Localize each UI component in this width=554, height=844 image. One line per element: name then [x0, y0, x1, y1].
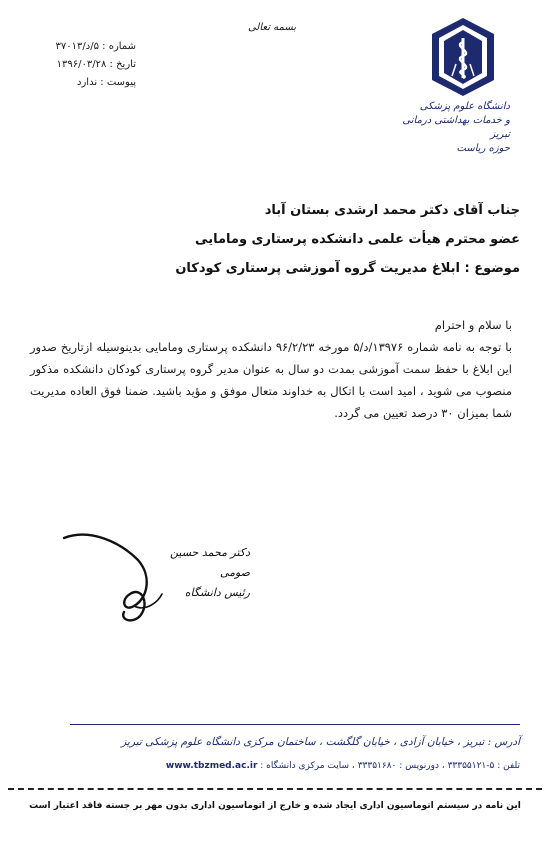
recipient-line: جناب آقای دکتر محمد ارشدی بستان آباد — [264, 203, 520, 218]
dashed-divider — [8, 788, 542, 790]
letter-attachment: پیوست : ندارد — [77, 77, 136, 88]
logo-line: و خدمات بهداشتی درمانی تبریز — [402, 115, 510, 140]
letter-body — [30, 314, 512, 424]
logo-caption — [400, 100, 510, 156]
subject-line: موضوع : ابلاغ مدیریت گروه آموزشی پرستاری کودکان — [175, 261, 520, 276]
automation-notice: این نامه در سیستم اتوماسیون اداری ایجاد شده و خارج از اتوماسیون اداری بدون مهر بر جسته فاقد اعتبار است — [29, 801, 521, 811]
logo-line: حوزه ریاست — [456, 143, 510, 154]
footer-address: آدرس : تبریز ، خیابان آزادی ، خیابان گلگشت ، ساختمان مرکزی دانشگاه علوم پزشکی تبریز — [121, 736, 520, 748]
letter-date: تاریخ : ۱۳۹۶/۰۳/۲۸ — [56, 59, 136, 70]
footer-contact — [60, 761, 520, 771]
logo-line: دانشگاه علوم پزشکی — [419, 101, 510, 112]
letter-meta — [36, 38, 136, 92]
signature-block — [170, 543, 250, 603]
bismillah: بسمه تعالی — [247, 22, 297, 33]
position-line: عضو محترم هیأت علمی دانشکده پرستاری ومامایی — [195, 232, 520, 247]
signer-name: دکتر محمد حسین صومی — [170, 546, 250, 579]
greeting: با سلام و احترام — [434, 318, 512, 332]
footer-divider — [70, 724, 520, 725]
footer-phone: تلفن : ۵-۳۳۳۵۵۱۲۱ ، دورنویس : ۳۳۳۵۱۶۸۰ ، سایت مرکزی دانشگاه : — [260, 761, 520, 771]
signer-title: رئیس دانشگاه — [184, 586, 250, 599]
footer-website-link[interactable]: www.tbzmed.ac.ir — [165, 761, 258, 771]
letter-number: شماره : ۵/د/۳۷۰۱۳ — [55, 41, 136, 52]
university-logo-icon — [430, 16, 496, 98]
body-paragraph: با توجه به نامه شماره ۱۳۹۷۶/د/۵ مورخه ۹۶/۲/۲۳ دانشکده پرستاری ومامایی بدینوسیله ازتاریخ صدور این ابلاغ با حفظ سمت آموزشی بمدت دو سال به عنوان مدیر گروه پرستاری کودکان دانشکده مذکور منصوب می شوید ، امید است با اتکال به خداوند متعال موفق و مؤید باشید. ضمنا فوق العاده مدیریت شما بمیزان ۳۰ درصد تعیین می گردد. — [30, 340, 512, 420]
